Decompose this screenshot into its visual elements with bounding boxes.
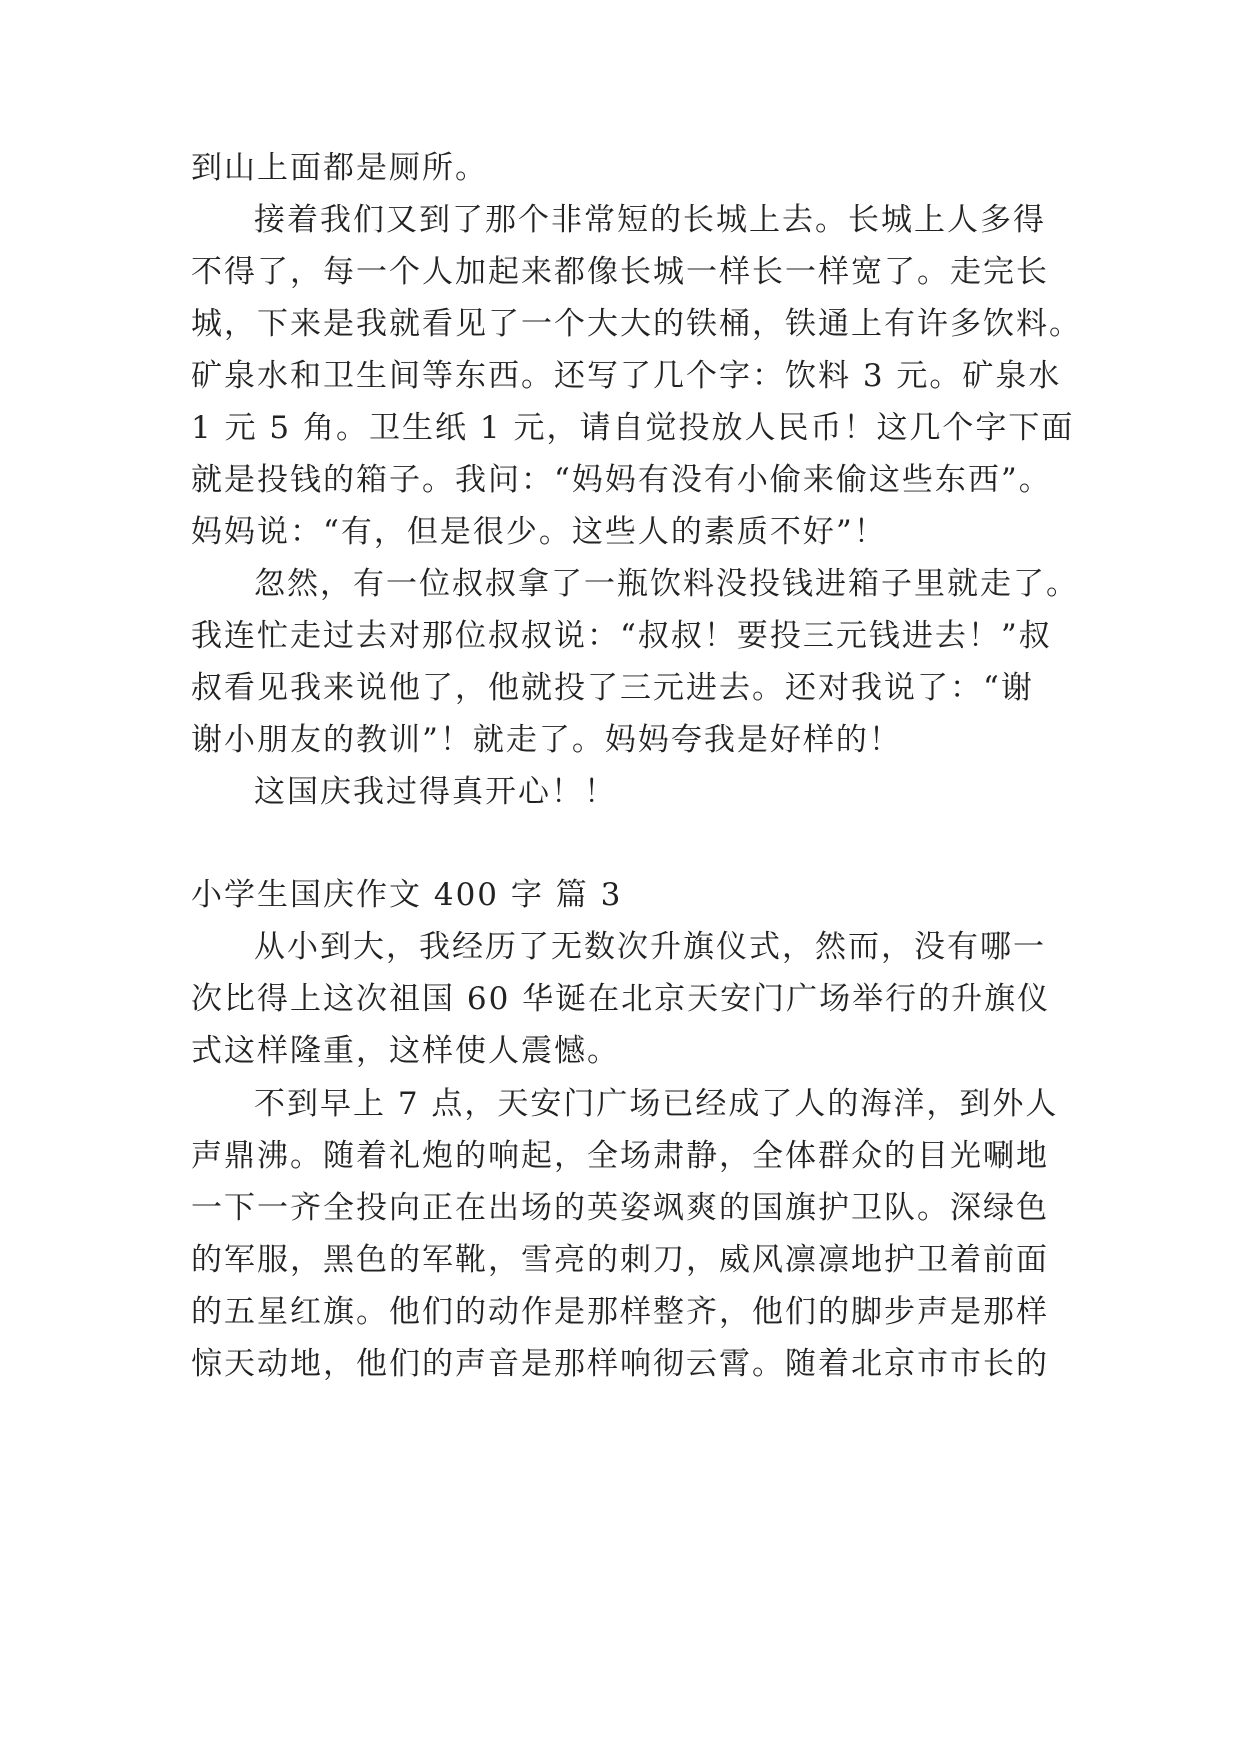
- text-line: 1 元 5 角。卫生纸 1 元，请自觉投放人民币！这几个字下面: [191, 410, 1075, 446]
- text-line: 式这样隆重，这样使人震憾。: [191, 1033, 620, 1069]
- text-line: 谢小朋友的教训”！就走了。妈妈夸我是好样的！: [191, 722, 902, 758]
- text-line: 就是投钱的箱子。我问：“妈妈有没有小偷来偷这些东西”。: [191, 462, 1052, 498]
- text-line: 我连忙走过去对那位叔叔说：“叔叔！要投三元钱进去！”叔: [191, 618, 1052, 654]
- paragraph-first-line: 忽然，有一位叔叔拿了一瓶饮料没投钱进箱子里就走了。: [254, 566, 1079, 602]
- paragraph-first-line: 接着我们又到了那个非常短的长城上去。长城上人多得: [254, 202, 1046, 238]
- text-line: 城，下来是我就看见了一个大大的铁桶，铁通上有许多饮料。: [191, 306, 1082, 342]
- section-heading: 小学生国庆作文 400 字 篇 3: [191, 877, 623, 913]
- text-line: 到山上面都是厕所。: [191, 150, 488, 186]
- text-line: 叔看见我来说他了，他就投了三元进去。还对我说了：“谢: [191, 670, 1034, 706]
- paragraph-first-line: 这国庆我过得真开心！！: [254, 774, 617, 810]
- text-line: 的军服，黑色的军靴，雪亮的刺刀，威风凛凛地护卫着前面: [191, 1242, 1049, 1278]
- text-line: 矿泉水和卫生间等东西。还写了几个字：饮料 3 元。矿泉水: [191, 358, 1062, 394]
- text-line: 次比得上这次祖国 60 华诞在北京天安门广场举行的升旗仪: [191, 981, 1051, 1017]
- text-line: 一下一齐全投向正在出场的英姿飒爽的国旗护卫队。深绿色: [191, 1190, 1049, 1226]
- text-line: 声鼎沸。随着礼炮的响起，全场肃静，全体群众的目光唰地: [191, 1138, 1049, 1174]
- paragraph-first-line: 不到早上 7 点，天安门广场已经成了人的海洋，到外人: [254, 1086, 1059, 1122]
- text-line: 的五星红旗。他们的动作是那样整齐，他们的脚步声是那样: [191, 1294, 1049, 1330]
- text-line: 妈妈说：“有，但是很少。这些人的素质不好”！: [191, 514, 887, 550]
- text-line: 不得了，每一个人加起来都像长城一样长一样宽了。走完长: [191, 254, 1049, 290]
- text-line: 惊天动地，他们的声音是那样响彻云霄。随着北京市市长的: [191, 1346, 1049, 1382]
- paragraph-first-line: 从小到大，我经历了无数次升旗仪式，然而，没有哪一: [254, 929, 1046, 965]
